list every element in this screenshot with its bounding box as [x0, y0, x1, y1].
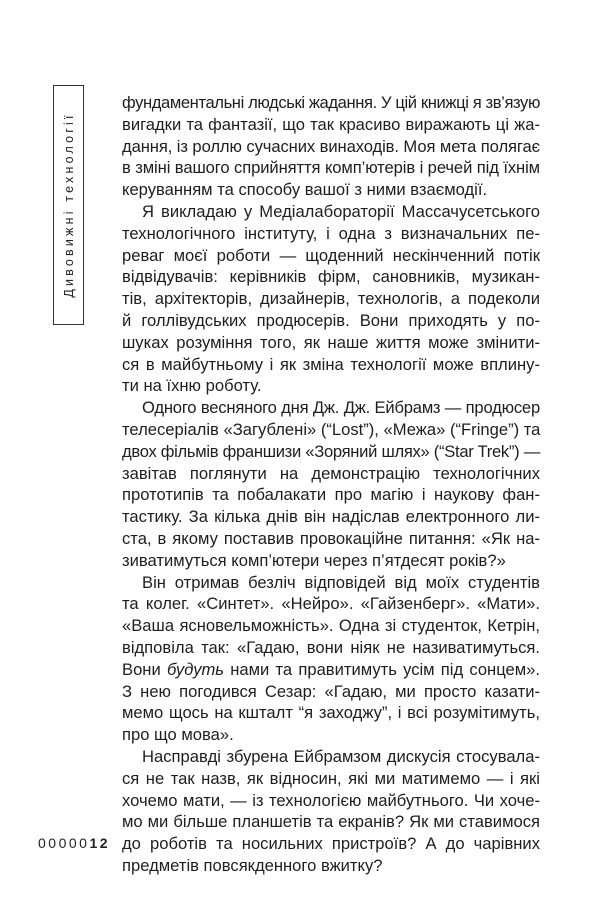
text-line: ти на їхню роботу. — [122, 376, 262, 396]
text-line: предметів повсякденного вжитку? — [122, 855, 383, 875]
running-head-box — [53, 85, 84, 325]
text-line: реваг моєї роботи — щоденний нескінченний потік — [122, 245, 540, 265]
text-line: двох фільмів франшизи «Зоряний шлях» (“Star Trek”) — — [122, 441, 540, 461]
text-line: Одного весняного дня Дж. Дж. Ейбрамз — продюсер — [142, 398, 540, 418]
body-text — [122, 92, 540, 877]
text-line: технологічного інституту, і одна з визначальних пе- — [122, 223, 540, 243]
text-line: дання, із роллю сучасних винаходів. Моя мета полягає — [122, 136, 540, 156]
text-line: відвідувачів: керівників фірм, сановників, музикан- — [122, 267, 540, 287]
text-line: про що мова». — [122, 725, 234, 745]
text-line: телесеріалів «Загублені» (“Lost”), «Межа» (“Fringe”) та — [122, 419, 541, 439]
text-line: ся в майбутньому і як зміна технології може вплину- — [122, 354, 540, 374]
paragraph — [122, 397, 540, 571]
text-line: фундаментальні людські жадання. У цій книжці я зв’язую — [122, 93, 540, 112]
paragraph — [122, 746, 540, 877]
text-span: нами та правитимуть усім під сонцем». — [224, 659, 541, 679]
page-number-prefix: 00000 — [38, 835, 90, 851]
text-line: шуках розуміння того, як наше життя може змінити- — [122, 332, 540, 352]
text-line: мо ми більше планшетів та екранів? Як ми ставимося — [122, 812, 540, 832]
text-line: тастику. За кілька днів він надіслав електронного ли- — [122, 507, 540, 527]
text-line: Він отримав безліч відповідей від моїх студентів — [142, 572, 540, 592]
text-line: в зміні вашого сприйняття комп’ютерів і речей під їхнім — [122, 158, 540, 178]
italic-text: будуть — [166, 659, 225, 679]
text-line: З нею погодився Сезар: «Гадаю, ми просто казати- — [122, 681, 540, 701]
text-line: завітав поглянути на демонстрацію технологічних — [122, 463, 540, 483]
running-head-title: Дивовижні технології — [61, 112, 76, 298]
text-line: до роботів та носильних пристроїв? А до чарівних — [122, 834, 540, 854]
text-line: прототипів та побалакати про магію і наукову фан- — [122, 485, 540, 505]
text-line: й голлівудських продюсерів. Вони приходять у по- — [122, 310, 540, 330]
text-line: зиватимуться комп’ютери через п’ятдесят років?» — [122, 550, 506, 570]
paragraph — [122, 92, 540, 201]
text-line: ся не так назв, як відносин, які ми матимемо — і які — [122, 768, 540, 788]
text-line: керуванням та способу вашої з ними взаємодії. — [122, 180, 488, 200]
text-line: мемо щось на кшталт “я заходжу”, і всі розумітимуть, — [122, 703, 540, 723]
page-number — [38, 835, 110, 851]
text-line: Я викладаю у Медіалабораторії Массачусетського — [142, 201, 540, 221]
text-line: ста, в якому поставив провокаційне питання: «Як на- — [122, 528, 540, 548]
text-line: Насправді збурена Ейбрамзом дискусія стосувала- — [142, 746, 540, 766]
text-span: Вони — [122, 659, 167, 679]
paragraph — [122, 572, 540, 746]
text-line: та колег. «Синтет». «Нейро». «Гайзенберг». «Мати». — [122, 594, 540, 614]
page-number-value: 12 — [89, 835, 111, 851]
text-line: тів, архітекторів, дизайнерів, технологів, а подеколи — [122, 289, 540, 309]
text-line: відповіла так: «Гадаю, вони ніяк не називатимуться. — [122, 637, 540, 657]
paragraph — [122, 201, 540, 397]
text-line: «Ваша ясновельможність». Одна зі студенток, Кетрін, — [122, 616, 540, 636]
text-line — [122, 659, 540, 681]
text-line: хочемо мати, — із технологією майбутнього. Чи хоче- — [122, 790, 540, 810]
text-line: вигадки та фантазії, що так красиво виражають ці жа- — [122, 114, 540, 134]
